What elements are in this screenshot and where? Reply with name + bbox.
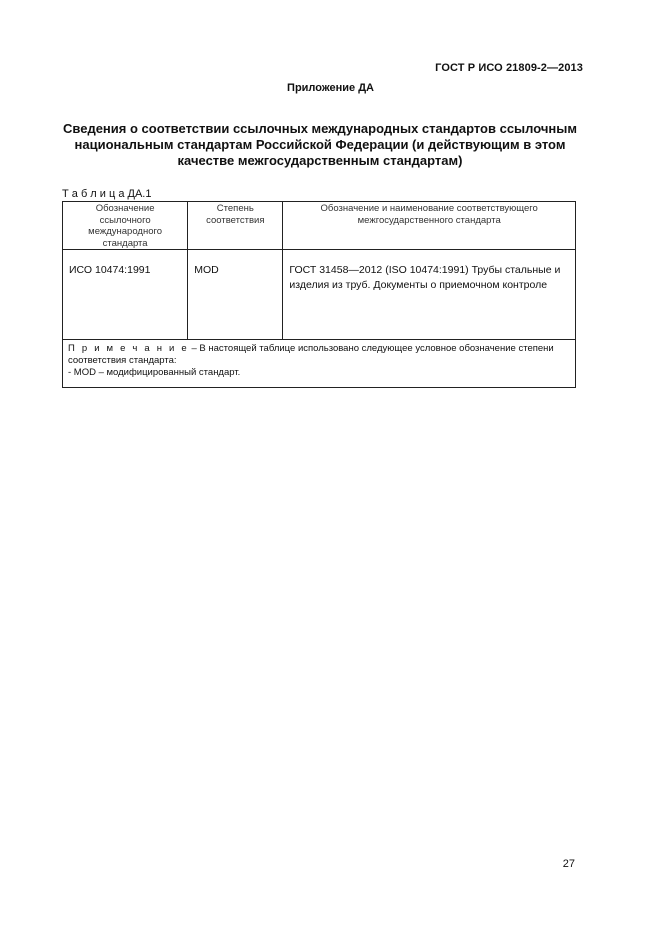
header-reference-standard: Обозначение ссылочного международного стандарта — [63, 202, 188, 250]
page-number: 27 — [562, 858, 575, 870]
standard-code: ГОСТ Р ИСО 21809-2—2013 — [435, 62, 583, 74]
cell-degree: MOD — [188, 250, 283, 340]
header-national-standard: Обозначение и наименование соответствующего межгосударственного стандарта — [283, 202, 576, 250]
note-lead: П р и м е ч а н и е — [68, 343, 189, 354]
table-header-row — [63, 202, 576, 250]
table-note — [63, 340, 576, 388]
cell-national-standard: ГОСТ 31458—2012 (ISO 10474:1991) Трубы стальные и изделия из труб. Документы о приемочном контроле — [283, 250, 576, 340]
header-degree: Степень соответствия — [188, 202, 283, 250]
table-row — [63, 250, 576, 340]
note-text: – В настоящей таблице использовано следующее условное обозначение степени соответствия стандарта: — [68, 343, 554, 366]
page-title: Сведения о соответствии ссылочных международных стандартов ссылочным национальным стандартам Российской Федерации (и действующим в этом качестве межгосударственным стандартам) — [63, 121, 577, 168]
correspondence-table — [62, 201, 576, 388]
table-note-row — [63, 340, 576, 388]
table-caption: Т а б л и ц а ДА.1 — [62, 188, 152, 200]
cell-reference-standard: ИСО 10474:1991 — [63, 250, 188, 340]
appendix-label: Приложение ДА — [287, 82, 374, 94]
note-item: - MOD – модифицированный стандарт. — [68, 367, 241, 378]
